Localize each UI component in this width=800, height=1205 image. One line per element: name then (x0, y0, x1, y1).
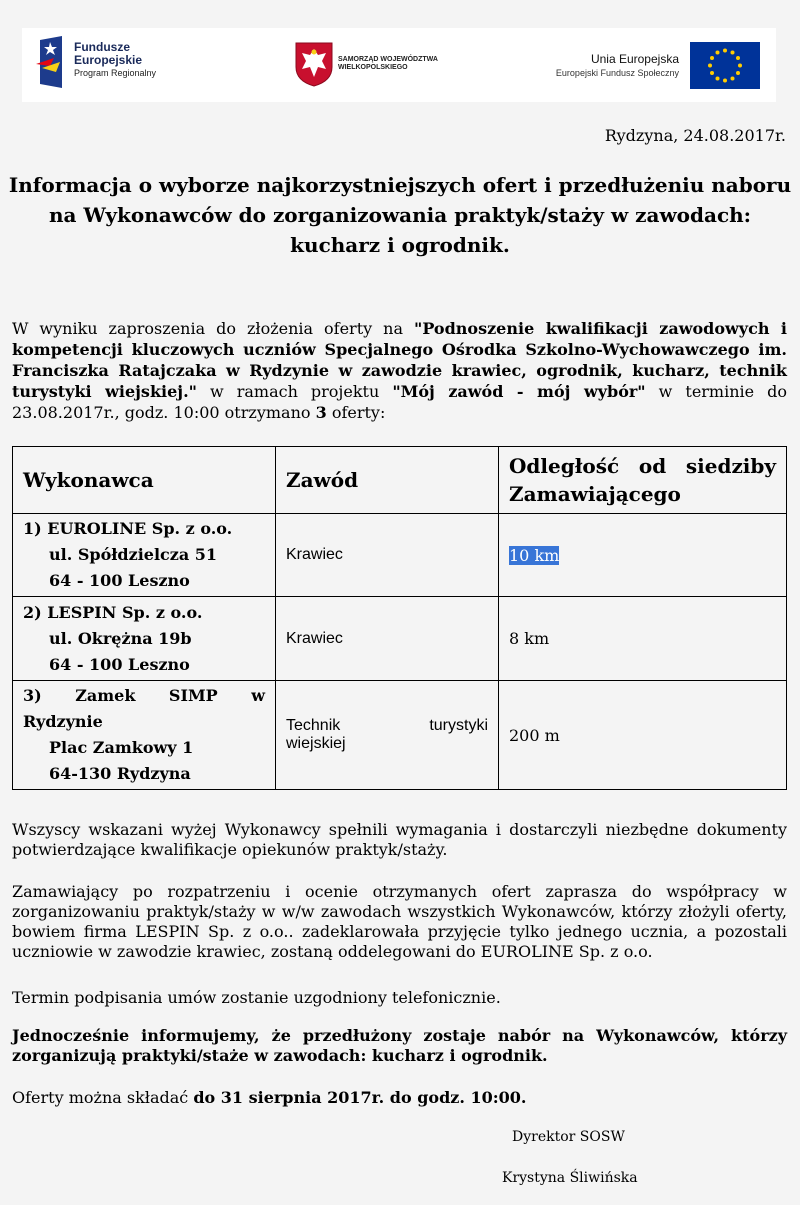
intro-project-name: "Podnoszenie kwalifikacji zawodowych i kompetencji kluczowych uczniów Specjalnego Ośrodka Szkolno-Wychowawczego im. Franciszka Ratajczaka w Rydzynie w zawodzie krawiec, ogrodnik, kucharz, technik turystyki wiejskiej." (12, 319, 787, 401)
document-date: Rydzyna, 24.08.2017r. (604, 126, 786, 145)
header-odleglosc: Odległość od siedziby Zamawiającego (499, 447, 787, 514)
table-header-row (13, 447, 787, 514)
offers-table (12, 446, 787, 790)
offer-1-street: ul. Spółdzielcza 51 (49, 545, 218, 564)
eu-flag-icon (690, 42, 760, 89)
header-wykonawca: Wykonawca (13, 447, 276, 514)
eu-star-icon (731, 51, 735, 55)
eu-star-icon (723, 49, 727, 53)
offer-3-name-line (23, 683, 265, 709)
offer-2-odleglosc: 8 km (499, 597, 787, 681)
fe-line2: Europejskie (74, 53, 143, 67)
fundusze-europejskie-logo-icon (36, 36, 66, 88)
table-row (13, 514, 787, 597)
eu-star-icon (738, 64, 742, 68)
offer-3-zawod (276, 681, 499, 790)
offer-3-name-b: Zamek (75, 686, 136, 705)
offer-3-name-d: w (251, 686, 265, 705)
paragraph-deadline (12, 1088, 787, 1108)
wlkp-line1: SAMORZĄD WOJEWÓDZTWA (338, 56, 438, 63)
wielkopolska-crest-icon (294, 41, 334, 87)
table-row (13, 681, 787, 790)
ue-title: Unia Europejska (590, 52, 679, 66)
offer-2-firm (13, 597, 276, 681)
intro-text-4: oferty: (326, 403, 386, 422)
signature-name: Krystyna Śliwińska (502, 1170, 638, 1186)
eu-star-icon (716, 51, 720, 55)
document-title (0, 170, 800, 260)
offer-3-zawod-b: wiejskiej (286, 735, 346, 752)
offer-3-zawod-a: Technik turystyki (286, 717, 488, 734)
offer-3-name-e: Rydzynie (23, 712, 103, 731)
intro-text-2: w ramach projektu (196, 382, 393, 401)
eu-star-icon (710, 71, 714, 75)
title-line-1: Informacja o wyborze najkorzystniejszych ofert i przedłużeniu naboru (8, 173, 792, 197)
offer-1-firm (13, 514, 276, 597)
offer-3-name-c: SIMP (168, 686, 218, 705)
wlkp-logo-text (338, 56, 438, 72)
paragraph-requirements: Wszyscy wskazani wyżej Wykonawcy spełnili wymagania i dostarczyli niezbędne dokumenty potwierdzające kwalifikacje opiekunów praktyk/staży. (12, 820, 787, 859)
eu-star-icon (736, 71, 740, 75)
title-line-2: na Wykonawców do zorganizowania praktyk/staży w zawodach: (48, 203, 752, 227)
fe-logo-text (74, 41, 156, 80)
intro-text-3: w terminie do 23.08.2017r., godz. 10:00 otrzymano (12, 382, 788, 422)
signature-role: Dyrektor SOSW (512, 1129, 625, 1145)
offer-3-firm (13, 681, 276, 790)
header-zawod: Zawód (276, 447, 499, 514)
offer-1-city: 64 - 100 Leszno (49, 571, 190, 590)
offer-1-odleglosc: 10 km (509, 545, 560, 565)
eu-star-icon (708, 64, 712, 68)
paragraph-extension: Jednocześnie informujemy, że przedłużony zostaje nabór na Wykonawców, którzy zorganizują praktyki/staże w zawodach: kucharz i ogrodnik. (12, 1026, 787, 1065)
offer-2-city: 64 - 100 Leszno (49, 654, 190, 674)
title-line-3: kucharz i ogrodnik. (290, 233, 510, 257)
intro-program-name: "Mój zawód - mój wybór" (392, 382, 646, 401)
offer-3-name-a: 3) (23, 686, 42, 705)
paragraph-contract-date: Termin podpisania umów zostanie uzgodniony telefonicznie. (12, 988, 501, 1007)
offer-1-zawod: Krawiec (276, 514, 499, 597)
intro-paragraph (12, 318, 787, 423)
intro-offer-count: 3 (315, 403, 327, 422)
offer-3-odleglosc: 200 m (499, 681, 787, 790)
offer-3-city: 64-130 Rydzyna (49, 764, 191, 783)
deadline-text: Oferty można składać (12, 1088, 194, 1107)
offer-1-odleglosc-cell (499, 514, 787, 597)
eu-star-icon (731, 76, 735, 80)
eu-star-icon (710, 56, 714, 60)
offer-3-street: Plac Zamkowy 1 (49, 738, 194, 757)
ue-subtitle: Europejski Fundusz Społeczny (555, 68, 679, 78)
eu-star-icon (723, 79, 727, 83)
wlkp-line2: WIELKOPOLSKIEGO (338, 64, 408, 71)
offer-1-name: 1) EUROLINE Sp. z o.o. (23, 519, 233, 538)
paragraph-invitation: Zamawiający po rozpatrzeniu i ocenie otrzymanych ofert zaprasza do współpracy w zorganizowaniu praktyk/staży w w/w zawodach wszystkich Wykonawców, którzy złożyli oferty, bowiem firma LESPIN Sp. z o.o.. zadeklarowała przyjęcie tylko jednego ucznia, a pozostali uczniowie w zawodzie krawiec, zostaną oddelegowani do EUROLINE Sp. z o.o. (12, 882, 787, 961)
offer-2-name: 2) LESPIN Sp. z o.o. (23, 602, 203, 622)
table-row (13, 597, 787, 681)
offer-2-street: ul. Okrężna 19b (49, 628, 192, 648)
eu-star-icon (736, 56, 740, 60)
logo-bar (22, 28, 776, 102)
intro-text-1: W wyniku zaproszenia do złożenia oferty na (12, 319, 414, 338)
eu-star-icon (716, 76, 720, 80)
fe-subtitle: Program Regionalny (74, 68, 157, 78)
deadline-date: do 31 sierpnia 2017r. do godz. 10:00. (193, 1088, 527, 1107)
ue-logo-text (534, 52, 679, 80)
fe-line1: Fundusze (74, 40, 130, 54)
offer-2-zawod: Krawiec (276, 597, 499, 681)
